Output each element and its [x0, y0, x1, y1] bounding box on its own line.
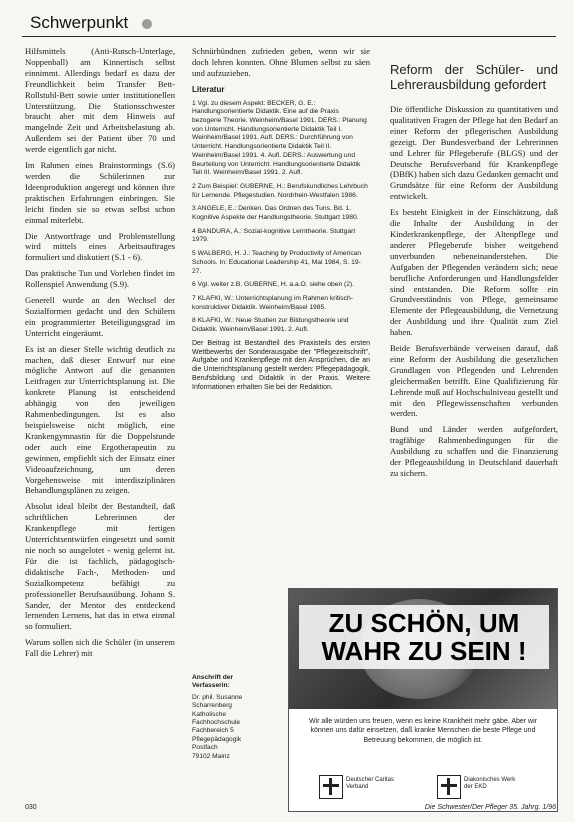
caritas-logo [319, 775, 409, 803]
paragraph: Es ist an dieser Stelle wichtig deutlich zu machen, daß dieser Entwurf nur eine mögliche Antwort auf die genannten Leitfragen zur Unterrichtsplanung ist. Die konkrete Planung ist entscheidend abhängig von den jeweiligen Rahmenbedingungen. Ist es also beispielsweise nicht möglich, eine Krankengymnastin für die Doppelstunde oder auch eine Ergotherapeutin zu gewinnen, empfiehlt sich der Einsatz einer Videoaufzeichnung, um deren Vorgehensweise mit interdisziplinären Behandlungsplänen zu zeigen. [25, 343, 175, 496]
ad-photo [289, 589, 557, 709]
logo-text: Deutscher Caritas Verband [346, 777, 395, 790]
literature-item: 1 Vgl. zu diesem Aspekt: BECKER, G. E.: Handlungsorientierte Didaktik. Eine auf die Praxis bezogene Theorie. Weinheim/Basel 1991. DERS.: Planung von Unterricht. Handlungsorientierte Didaktik Teil I. Weinheim/Basel 1991. Aufl. DERS.: Durchführung von Unterricht. Handlungsorientierte Didaktik Teil II. Weinheim/Basel 1991. 4. Aufl. DERS.: Auswertung und Beurteilung von Unterricht. Handlungsorientierte Didaktik Teil III. Weinheim/Basel 1991. 2. Aufl. [192, 99, 367, 177]
author-address [192, 674, 252, 761]
paragraph: Warum sollen sich die Schüler (in unserem Fall die Lehrer) mit [25, 637, 175, 659]
sidebar-column [390, 48, 558, 484]
article-column-1 [25, 46, 175, 664]
author-line: Katholische Fachhochschule [192, 710, 241, 727]
cross-icon [319, 775, 343, 799]
paragraph: Es besteht Einigkeit in der Einschätzung, daß die Inhalte der Ausbildung in der Kinderkrankenpflege, der Altenpflege und anderer Pflegeberufe bisher weitgehend unverbunden nebeneinanderstehen. Die Aufgaben der Pflegenden verändern sich; neue berufliche Anforderungen und Handlungsfelder sind entstanden. Die Reform sollte ein Grundverständnis von Pflege, gemeinsame Elemente der Pflegeausbildung, die Vernetzung der Ausbildung und ihre Qualität zum Ziel haben. [390, 207, 558, 338]
author-line: Dr. phil. Susanne [192, 693, 243, 701]
journal-reference: Die Schwester/Der Pfleger 35. Jahrg. 1/96 [424, 804, 556, 811]
sidebar-title: Reform der Schüler- und Lehrerausbildung gefordert [390, 62, 558, 92]
paragraph: Hilfsmittels (Anti-Rutsch-Unterlage, Noppenball) am Kinnertisch selbst einnimmt. Allerdings bedarf es dazu der Freundlichkeit beim Transfer Bett-Rollstuhl-Bett sowie unter institutionellen Unterstützung. Die Stationsschwester braucht aber mit dem Hinweis auf mangelnde Zeit und Arbeitsbelastung ab. Außerdem sei der Patient über 70 und werde eigentlich gar nicht. [25, 46, 175, 155]
literature-item: 6 Vgl. weiter z.B. GUBERNE, H. a.a.O. siehe oben (2). [192, 281, 355, 289]
author-line: Fachbereich 5 [192, 727, 234, 735]
paragraph: Beide Berufsverbände verweisen darauf, daß eine Reform der Ausbildung die gesetzlichen Grundlagen von Pflegenden und Lehrenden gleichermaßen betrifft. Eine Qualifizierung für Lehrende muß auf Hochschulniveau gestellt und mit den Pflegewissenschaften verbunden werden. [390, 343, 558, 419]
author-line: Postfach [192, 744, 218, 752]
section-dot-icon [142, 19, 152, 29]
paragraph: Das praktische Tun und Vorleben findet im Rollenspiel Anwendung (S.9). [25, 268, 175, 290]
literature-heading: Literatur [192, 84, 225, 94]
paragraph: Bund und Länder werden aufgefordert, tragfähige Rahmenbedingungen für die Ausbildung zu schaffen und die Finanzierung der Pflegeausbildung in Deutschland dauerhaft zu sichern. [390, 424, 558, 478]
literature-item: 5 WALBERG, H. J.: Teaching by Productivity of American Schools. In: Educational Leadership 41, Mai 1984, S. 19-27. [192, 250, 362, 275]
ad-body-text: Wir alle würden uns freuen, wenn es keine Krankheit mehr gäbe. Aber wir können uns dafür einsetzen, daß kranke Menschen die beste Pflege und Betreuung bekommen, die möglich ist. [308, 718, 537, 744]
author-heading: Anschrift der Verfasserin: [192, 674, 234, 690]
author-line: Scharrenberg [192, 702, 232, 710]
paragraph: Absolut ideal bleibt der Bestandteil, daß schriftlichen Lehrerinnen der Krankenpflege mit fertigen Unterrichtsentwürfen eingesetzt und somit nie noch so ausgelotet - wenig gelernt ist. Für die ist fachlich, pädagogisch-didaktische Fach-, Methoden- und Sozialkompetenz befähigt zu professioneller Berufsausübung. Johann S. Sander, der Mentor des entdeckend lernenden Lernens, hat das in etwa einmal so formuliert. [25, 501, 175, 632]
literature-item: 2 Zum Beispiel: GUBERNE, H.: Berufskundliches Lehrbuch für Lernende. Pflegestudien. Nordrhein-Westfalen 1986. [192, 182, 368, 199]
literature-item: 7 KLAFKI, W.: Unterrichtsplanung im Rahmen kritisch-konstruktiver Didaktik. Weinheim/Basel 1985. [192, 294, 353, 311]
literature-item: 4 BANDURA, A.: Sozial-kognitive Lerntheorie. Stuttgart 1979. [192, 227, 356, 244]
literature-item: 8 KLAFKI, W.: Neue Studien zur Bildungstheorie und Didaktik. Weinheim/Basel 1991. 2. Aufl. [192, 317, 349, 334]
paragraph: Generell wurde an den Wechsel der Sozialformen gedacht und den Schülern ein programmierter Beteiligungsgrad im Unterricht eingeräumt. [25, 295, 175, 338]
paragraph: Im Rahmen eines Brainstormings (S.6) werden die Schülerinnen zur Ideenproduktion angeregt und können ihre praktischen Erfahrungen einbringen. Sie leicht finden sie so etwas selbst schon einmal miterlebt. [25, 160, 175, 225]
advertisement [288, 588, 558, 812]
literature-item: 3 ANGELE, E.: Denken. Das Ordnen des Tuns. Bd. 1. Kognitive Aspekte der Handlungstheorie. Stuttgart 1980. [192, 205, 359, 222]
section-title: Schwerpunkt [30, 13, 129, 32]
paragraph: Die Antwortfrage und Problemstellung wird mittels eines Arbeitsauftrages formuliert und diskutiert (S.1 - 6). [25, 230, 175, 263]
paragraph: Die öffentliche Diskussion zu quantitativen und qualitativen Fragen der Pflege hat den Bedarf an einer Reform der pflegerischen Ausbildung gezeigt. Der Bundesverband der Lehrerinnen und Lehrer für Pflegeberufe (BLGS) und der Deutsche Berufsverband für Krankenpflege (DBfK) haben sich dazu Gedanken gemacht und Grundsätze für eine Reform der Ausbildung entwickelt. [390, 104, 558, 202]
ad-headline: ZU SCHÖN, UM WAHR ZU SEIN ! [299, 605, 549, 669]
logo-text: Diakonisches Werk der EKD [464, 777, 516, 790]
contribution-note: Der Beitrag ist Bestandteil des Praxisteils des ersten Wettbewerbs der Sonderausgabe der "Pflegezeitschrift", Aufgabe und Krankenpflege mit den Ansprüchen, die an die Unterrichtsplanung gestellt werden: Pflegepädagogik, Berufsbildung und Didaktik in der Praxis. Weitere Informationen erhalten Sie bei der Redaktion. [192, 339, 370, 391]
page-header [22, 10, 556, 37]
paragraph: Schnürbündnen zufrieden geben, wenn wir sie doch lehren konnten. Ohne Blumen selbst zu säen und aufzuziehen. [192, 46, 370, 78]
author-line: Pflegepädagogik [192, 735, 242, 743]
cross-icon [437, 775, 461, 799]
article-column-2 [192, 46, 370, 398]
ad-logos [319, 775, 529, 803]
diakonie-logo [437, 775, 527, 803]
page-number: 030 [25, 804, 37, 811]
author-line: 79102 Mainz [192, 752, 230, 760]
